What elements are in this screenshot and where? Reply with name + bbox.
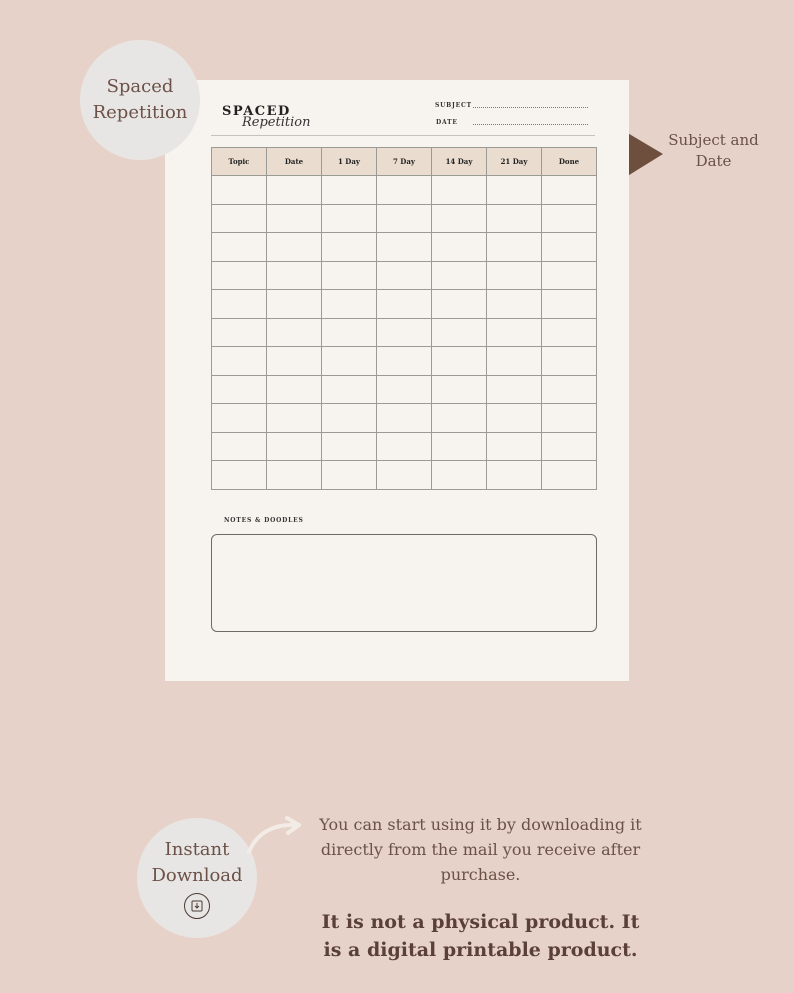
table-cell[interactable] <box>432 347 487 376</box>
table-row <box>212 347 597 376</box>
table-cell[interactable] <box>322 290 377 319</box>
table-row <box>212 318 597 347</box>
table-cell[interactable] <box>542 375 597 404</box>
table-row <box>212 290 597 319</box>
callout-line-2: Date <box>695 152 732 170</box>
table-cell[interactable] <box>432 318 487 347</box>
table-cell[interactable] <box>432 404 487 433</box>
table-cell[interactable] <box>377 404 432 433</box>
table-cell[interactable] <box>377 347 432 376</box>
badge-line-2: Download <box>151 865 243 886</box>
table-cell[interactable] <box>267 461 322 490</box>
table-cell[interactable] <box>542 318 597 347</box>
date-label: DATE <box>436 119 458 126</box>
table-cell[interactable] <box>432 461 487 490</box>
table-body <box>212 176 597 490</box>
table-cell[interactable] <box>212 404 267 433</box>
table-cell[interactable] <box>267 261 322 290</box>
table-row <box>212 204 597 233</box>
table-cell[interactable] <box>377 432 432 461</box>
table-cell[interactable] <box>267 318 322 347</box>
table-cell[interactable] <box>487 290 542 319</box>
table-cell[interactable] <box>267 347 322 376</box>
table-cell[interactable] <box>487 233 542 262</box>
table-cell[interactable] <box>267 432 322 461</box>
column-header: 21 Day <box>487 148 542 176</box>
table-cell[interactable] <box>212 461 267 490</box>
table-cell[interactable] <box>432 290 487 319</box>
table-cell[interactable] <box>212 176 267 205</box>
subject-field[interactable] <box>473 107 588 108</box>
table-cell[interactable] <box>487 318 542 347</box>
table-cell[interactable] <box>487 375 542 404</box>
header-divider <box>211 135 595 136</box>
notes-box[interactable] <box>211 534 597 632</box>
table-row <box>212 432 597 461</box>
info-bold-text: It is not a physical product. It is a digital printable product. <box>321 911 640 961</box>
spaced-repetition-badge <box>80 40 200 160</box>
column-header: Done <box>542 148 597 176</box>
table-cell[interactable] <box>432 233 487 262</box>
table-cell[interactable] <box>487 204 542 233</box>
table-cell[interactable] <box>542 261 597 290</box>
subject-date-callout <box>666 130 761 172</box>
table-cell[interactable] <box>377 261 432 290</box>
table-cell[interactable] <box>432 375 487 404</box>
table-row <box>212 176 597 205</box>
table-row <box>212 404 597 433</box>
badge-line-1: Instant <box>164 839 230 860</box>
column-header: Date <box>267 148 322 176</box>
table-cell[interactable] <box>542 204 597 233</box>
table-cell[interactable] <box>322 461 377 490</box>
download-icon <box>184 893 210 919</box>
table-cell[interactable] <box>322 375 377 404</box>
table-cell[interactable] <box>322 176 377 205</box>
table-cell[interactable] <box>542 432 597 461</box>
table-cell[interactable] <box>377 375 432 404</box>
column-header: 14 Day <box>432 148 487 176</box>
table-cell[interactable] <box>377 290 432 319</box>
table-cell[interactable] <box>212 290 267 319</box>
column-header: 1 Day <box>322 148 377 176</box>
table-cell[interactable] <box>212 318 267 347</box>
table-row <box>212 461 597 490</box>
table-cell[interactable] <box>322 204 377 233</box>
table-cell[interactable] <box>542 347 597 376</box>
table-cell[interactable] <box>542 404 597 433</box>
table-row <box>212 261 597 290</box>
table-cell[interactable] <box>487 176 542 205</box>
table-cell[interactable] <box>267 204 322 233</box>
table-cell[interactable] <box>487 461 542 490</box>
planner-sheet <box>165 80 629 681</box>
table-cell[interactable] <box>267 176 322 205</box>
table-cell[interactable] <box>322 261 377 290</box>
curved-arrow-icon <box>245 812 305 857</box>
table-cell[interactable] <box>212 347 267 376</box>
table-cell[interactable] <box>377 318 432 347</box>
table-cell[interactable] <box>322 432 377 461</box>
table-cell[interactable] <box>487 261 542 290</box>
table-row <box>212 233 597 262</box>
table-cell[interactable] <box>432 176 487 205</box>
table-cell[interactable] <box>487 432 542 461</box>
table-cell[interactable] <box>487 347 542 376</box>
table-cell[interactable] <box>212 204 267 233</box>
table-row <box>212 375 597 404</box>
table-cell[interactable] <box>212 375 267 404</box>
table-cell[interactable] <box>322 233 377 262</box>
table-cell[interactable] <box>267 404 322 433</box>
table-cell[interactable] <box>432 204 487 233</box>
table-cell[interactable] <box>267 290 322 319</box>
info-text: You can start using it by downloading it directly from the mail you receive after purchase. <box>319 815 642 884</box>
table-cell[interactable] <box>377 461 432 490</box>
subject-label: SUBJECT <box>435 102 472 109</box>
table-cell[interactable] <box>322 404 377 433</box>
table-cell[interactable] <box>542 290 597 319</box>
table-header-row <box>212 148 597 176</box>
table-cell[interactable] <box>432 432 487 461</box>
table-cell[interactable] <box>267 233 322 262</box>
badge-line-1: Spaced <box>106 76 174 97</box>
table-cell[interactable] <box>542 461 597 490</box>
date-field[interactable] <box>473 124 588 125</box>
table-cell[interactable] <box>377 204 432 233</box>
column-header: 7 Day <box>377 148 432 176</box>
table-cell[interactable] <box>267 375 322 404</box>
table-cell[interactable] <box>377 176 432 205</box>
instant-download-badge <box>137 818 257 938</box>
table-cell[interactable] <box>542 233 597 262</box>
badge-line-2: Repetition <box>92 102 188 123</box>
notes-label: NOTES & DOODLES <box>224 517 304 524</box>
column-header: Topic <box>212 148 267 176</box>
sheet-title-script: Repetition <box>242 115 311 130</box>
callout-line-1: Subject and <box>668 131 759 149</box>
table-cell[interactable] <box>212 261 267 290</box>
table-cell[interactable] <box>322 318 377 347</box>
table-cell[interactable] <box>212 233 267 262</box>
table-cell[interactable] <box>322 347 377 376</box>
sheet-title: SPACED <box>222 104 291 119</box>
table-cell[interactable] <box>487 404 542 433</box>
table-cell[interactable] <box>542 176 597 205</box>
table-cell[interactable] <box>212 432 267 461</box>
review-table <box>211 147 597 490</box>
table-cell[interactable] <box>432 261 487 290</box>
table-cell[interactable] <box>377 233 432 262</box>
